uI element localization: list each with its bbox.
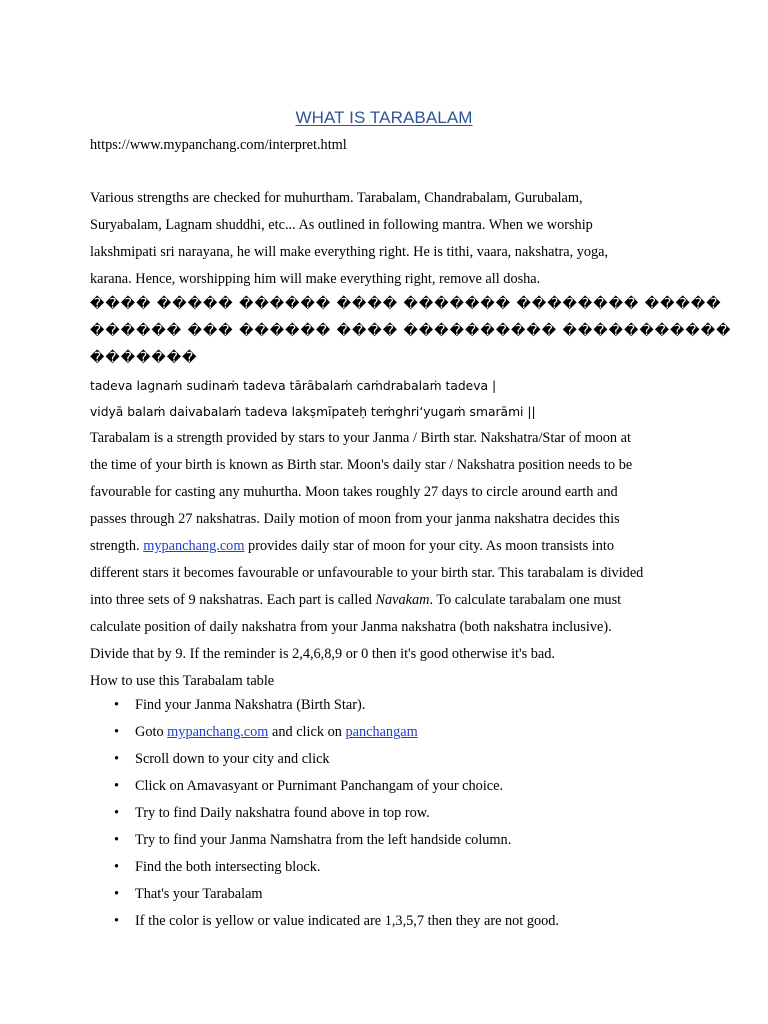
tarabalam-explanation xyxy=(90,425,690,695)
panchangam-link[interactable]: panchangam xyxy=(345,724,418,740)
bullet-icon: • xyxy=(114,832,120,848)
bullet-icon: • xyxy=(114,886,120,902)
mantra-devanagari-line-3: ������� xyxy=(90,350,198,366)
list-item xyxy=(90,692,710,719)
explanation-line-5 xyxy=(90,533,690,560)
intro-line-2: Suryabalam, Lagnam shuddhi, etc... As outlined in following mantra. When we worship xyxy=(90,217,593,233)
bullet-icon: • xyxy=(114,778,120,794)
explanation-line-1: Tarabalam is a strength provided by stars to your Janma / Birth star. Nakshatra/Star of moon at xyxy=(90,430,631,446)
list-item xyxy=(90,746,710,773)
list-item xyxy=(90,908,710,935)
step-text: That's your Tarabalam xyxy=(135,886,263,902)
step-text: If the color is yellow or value indicated are 1,3,5,7 then they are not good. xyxy=(135,913,560,929)
bullet-icon: • xyxy=(114,751,120,767)
intro-line-4: karana. Hence, worshipping him will make everything right, remove all dosha. xyxy=(90,271,541,287)
mantra-devanagari-line-2: ������ ��� ������ ���� ���������� ����������� xyxy=(90,323,732,339)
mantra-translit-line-1: tadeva lagnaṁ sudinaṁ tadeva tārābalaṁ caṁdrabalaṁ tadeva | xyxy=(90,379,497,393)
step-text: Try to find Daily nakshatra found above in top row. xyxy=(135,805,430,821)
list-item xyxy=(90,854,710,881)
step-text: Find your Janma Nakshatra (Birth Star). xyxy=(135,697,366,713)
mantra-devanagari-line-1: ���� ����� ������ ���� ������� �������� ����� xyxy=(90,296,722,312)
bullet-icon: • xyxy=(114,697,120,713)
list-item xyxy=(90,800,710,827)
steps-list xyxy=(90,692,710,935)
step-text: Click on Amavasyant or Purnimant Panchangam of your choice. xyxy=(135,778,504,794)
source-url xyxy=(90,132,690,159)
bullet-icon: • xyxy=(114,913,120,929)
explanation-line-5-post: provides daily star of moon for your city. As moon transists into xyxy=(244,538,615,554)
step-text: Try to find your Janma Namshatra from the left handside column. xyxy=(135,832,512,848)
bullet-icon: • xyxy=(114,724,120,740)
source-url-text: https://www.mypanchang.com/interpret.html xyxy=(90,137,347,153)
step-text-mid: and click on xyxy=(268,724,346,740)
mypanchang-link[interactable]: mypanchang.com xyxy=(143,538,245,554)
list-item xyxy=(90,719,710,746)
how-to-heading: How to use this Tarabalam table xyxy=(90,673,275,689)
explanation-line-4: passes through 27 nakshatras. Daily motion of moon from your janma nakshatra decides this xyxy=(90,511,620,527)
list-item xyxy=(90,773,710,800)
intro-paragraph xyxy=(90,185,690,293)
bullet-icon: • xyxy=(114,859,120,875)
step-text: Find the both intersecting block. xyxy=(135,859,321,875)
mantra-transliteration xyxy=(90,373,710,425)
mantra-translit-line-2: vidyā balaṁ daivabalaṁ tadeva lakṣmīpateḥ teṁghri‘yugaṁ smarāmi || xyxy=(90,405,536,419)
step-text-pre: Goto xyxy=(135,724,168,740)
explanation-line-5-pre: strength. xyxy=(90,538,144,554)
explanation-line-6: different stars it becomes favourable or unfavourable to your birth star. This tarabalam is divided xyxy=(90,565,644,581)
explanation-line-7-pre: into three sets of 9 nakshatras. Each part is called xyxy=(90,592,376,608)
explanation-line-9: Divide that by 9. If the reminder is 2,4,6,8,9 or 0 then it's good otherwise it's bad. xyxy=(90,646,555,662)
mypanchang-link[interactable]: mypanchang.com xyxy=(167,724,269,740)
intro-line-1: Various strengths are checked for muhurtham. Tarabalam, Chandrabalam, Gurubalam, xyxy=(90,190,583,206)
explanation-line-7 xyxy=(90,587,690,614)
navakam-term: Navakam xyxy=(375,592,430,608)
step-text: Scroll down to your city and click xyxy=(135,751,330,767)
explanation-line-2: the time of your birth is known as Birth star. Moon's daily star / Nakshatra position needs to be xyxy=(90,457,633,473)
explanation-line-7-post: . To calculate tarabalam one must xyxy=(429,592,622,608)
mantra-devanagari xyxy=(90,291,732,372)
page-title: WHAT IS TARABALAM xyxy=(295,108,473,127)
bullet-icon: • xyxy=(114,805,120,821)
intro-line-3: lakshmipati sri narayana, he will make everything right. He is tithi, vaara, nakshatra, yoga, xyxy=(90,244,609,260)
explanation-line-8: calculate position of daily nakshatra from your Janma nakshatra (both nakshatra inclusive). xyxy=(90,619,612,635)
list-item xyxy=(90,827,710,854)
explanation-line-3: favourable for casting any muhurtha. Moon takes roughly 27 days to circle around earth and xyxy=(90,484,618,500)
list-item xyxy=(90,881,710,908)
